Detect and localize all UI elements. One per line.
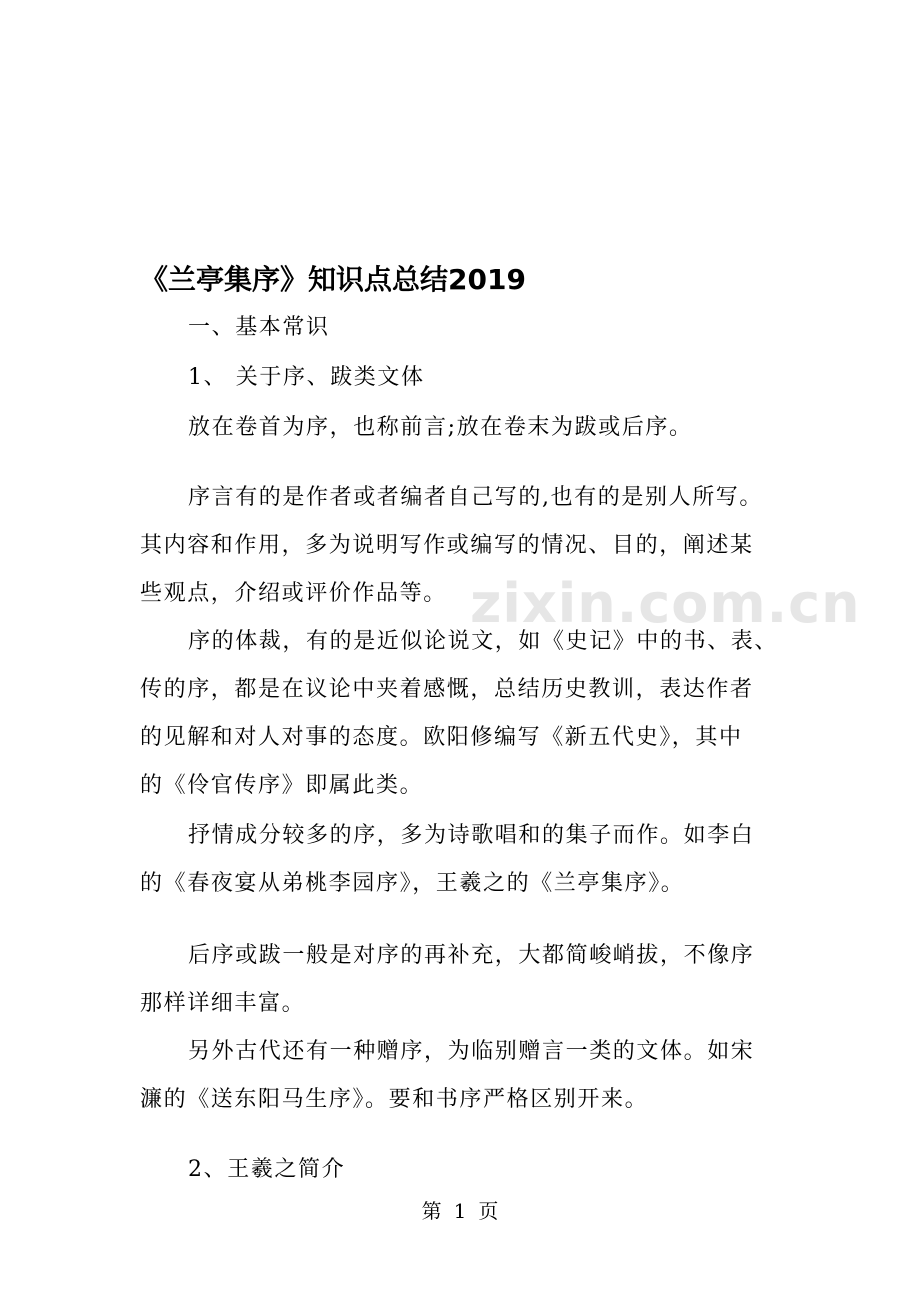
paragraph-line: 放在卷首为序，也称前言;放在卷末为跋或后序。 (188, 415, 693, 440)
page-suffix: 页 (478, 1199, 499, 1223)
subsection-heading: 1、 关于序、跋类文体 (188, 365, 425, 390)
paragraph-line: 序言有的是作者或者编者自己写的,也有的是别人所写。 (188, 485, 763, 510)
document-title: 《兰亭集序》知识点总结2019 (140, 263, 526, 296)
paragraph-line: 后序或跋一般是对序的再补充，大都简峻峭拔，不像序 (188, 943, 755, 968)
paragraph-line: 那样详细丰富。 (140, 991, 306, 1016)
paragraph-line: 濂的《送东阳马生序》。要和书序严格区别开来。 (140, 1087, 649, 1112)
paragraph-line: 序的体裁，有的是近似论说文，如《史记》中的书、表、 (188, 629, 779, 654)
page-footer (0, 1196, 920, 1226)
paragraph-line: 的《伶官传序》即属此类。 (140, 773, 424, 798)
paragraph-line: 抒情成分较多的序，多为诗歌唱和的集子而作。如李白 (188, 823, 755, 848)
page-prefix: 第 (421, 1199, 442, 1223)
paragraph-line: 的《春夜宴从弟桃李园序》，王羲之的《兰亭集序》。 (140, 871, 685, 896)
page-number: 1 (453, 1199, 467, 1223)
paragraph-line: 些观点，介绍或评价作品等。 (140, 581, 447, 606)
paragraph-line: 其内容和作用，多为说明写作或编写的情况、目的，阐述某 (140, 533, 754, 558)
section-heading: 一、基本常识 (188, 315, 330, 340)
subsection-heading: 2、王羲之简介 (188, 1157, 346, 1182)
paragraph-line: 的见解和对人对事的态度。欧阳修编写《新五代史》，其中 (140, 725, 743, 750)
paragraph-line: 另外古代还有一种赠序，为临别赠言一类的文体。如宋 (188, 1039, 755, 1064)
paragraph-line: 传的序，都是在议论中夹着感慨，总结历史教训，表达作者 (140, 677, 754, 702)
watermark: zixin.com.cn (470, 572, 861, 635)
